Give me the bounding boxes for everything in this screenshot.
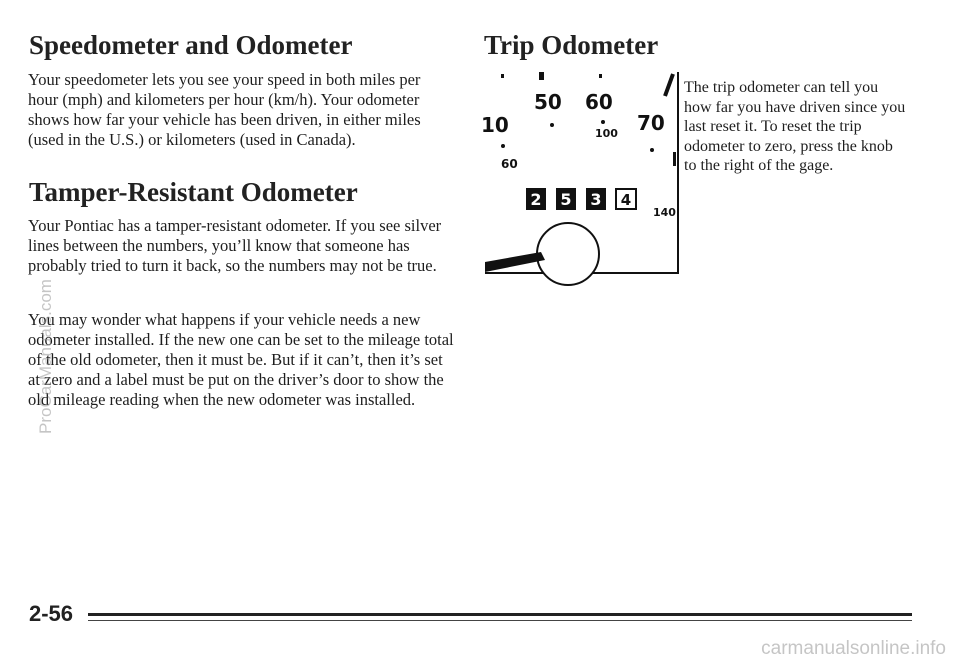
trip-odometer-paragraph: The trip odometer can tell you how far you have driven since you last reset it. To reset the trip odometer to zero, press the knob to the right of the gage.: [684, 79, 906, 175]
kmh-label-60: 60: [501, 157, 518, 171]
gauge-tick: [673, 152, 676, 166]
gauge-drawing: [481, 72, 677, 272]
gauge-dot: [501, 144, 505, 148]
svg-text:5: 5: [560, 190, 572, 209]
odometer-digit-3: [586, 188, 606, 210]
side-watermark: ProCarManuals.com: [36, 279, 55, 434]
footer-watermark: carmanualsonline.info: [761, 638, 946, 659]
gauge-dot: [650, 148, 654, 152]
tamper-paragraph-2: You may wonder what happens if your vehicle needs a new odometer installed. If the new one can be set to the mileage total of the old odometer, then it must be. But if it can’t, then it’s set at zero and a label must be put on the driver’s door to show the old mileage reading when the new odometer was installed.: [28, 310, 454, 409]
page-number: 2-56: [29, 601, 74, 626]
mph-label-70: 70: [637, 111, 665, 135]
odometer-digit-4: [616, 189, 636, 209]
speedometer-heading: Speedometer and Odometer: [29, 30, 353, 60]
needle-hub: [537, 223, 599, 285]
gauge-dot: [601, 120, 605, 124]
gauge-needle: [485, 252, 545, 272]
kmh-label-100: 100: [595, 127, 618, 140]
trip-odometer-gauge-illustration: [481, 72, 679, 274]
gauge-tick: [539, 72, 544, 80]
odometer-digit-2: [556, 188, 576, 210]
svg-text:3: 3: [590, 190, 602, 209]
gauge-dot: [550, 123, 554, 127]
footer-rule-thin: [88, 620, 912, 621]
svg-text:4: 4: [620, 191, 632, 209]
gauge-tick: [501, 74, 504, 78]
tamper-heading: Tamper-Resistant Odometer: [29, 177, 358, 207]
odometer-digit-1: [526, 188, 546, 210]
svg-text:2: 2: [530, 190, 542, 209]
tamper-paragraph-1: Your Pontiac has a tamper-resistant odometer. If you see silver lines between the numbers, you’ll know that someone has probably tried to turn it back, so the numbers may not be true.: [28, 216, 442, 275]
kmh-label-140: 140: [653, 206, 676, 219]
mph-label-50: 50: [534, 90, 562, 114]
gauge-tick: [665, 74, 673, 96]
gauge-tick: [599, 74, 602, 78]
trip-odometer-heading: Trip Odometer: [484, 30, 659, 60]
speedometer-paragraph: Your speedometer lets you see your speed in both miles per hour (mph) and kilometers per hour (km/h). Your odometer shows how far your vehicle has been driven, in either miles (used in the U.S.) or kilometers (used in Canada).: [28, 70, 421, 149]
mph-label-60: 60: [585, 90, 613, 114]
mph-label-partial: 10: [481, 113, 509, 137]
footer-rule-thick: [88, 613, 912, 616]
